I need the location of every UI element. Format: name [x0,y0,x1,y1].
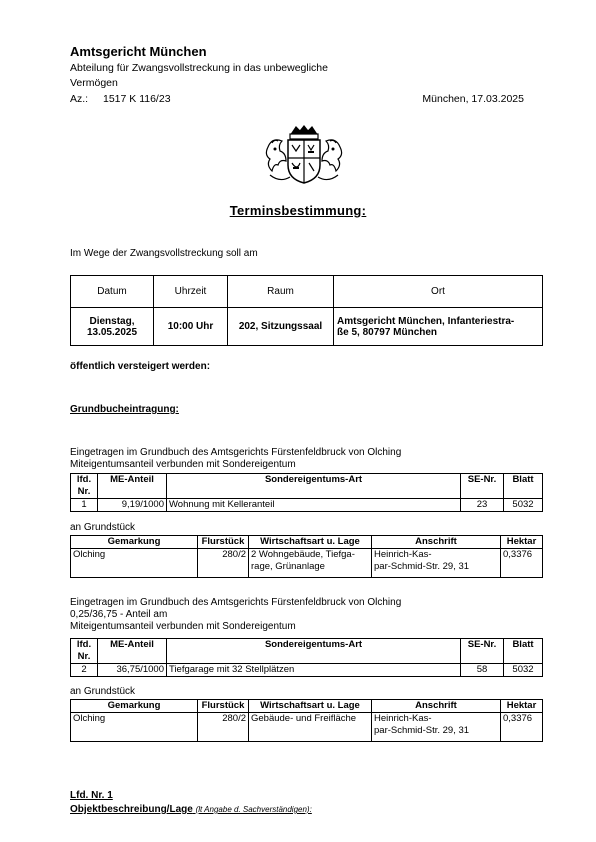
land-gemarkung: Olching [71,713,198,742]
land-header-wirtschaftsart: Wirtschaftsart u. Lage [249,700,372,713]
land-hektar: 0,3376 [501,549,543,578]
lfd-nr-heading: Lfd. Nr. 1 [70,790,113,801]
place-date: München, 17.03.2025 [422,93,524,105]
objektbeschreibung-heading: Objektbeschreibung/Lage (lt Angabe d. Sachverständigen): [70,804,312,815]
unit-header-lfd: lfd. Nr. [71,474,98,499]
land-anschrift: Heinrich-Kas- par-Schmid-Str. 29, 31 [372,713,501,742]
page-title: Terminsbestimmung: [229,203,367,218]
unit-art: Wohnung mit Kelleranteil [167,499,461,512]
land-header-hektar: Hektar [501,700,543,713]
table-row [71,713,543,742]
an-grundstueck-1: an Grundstück [70,522,136,533]
court-name: Amtsgericht München [70,44,207,59]
entry-2-registry: Eingetragen im Grundbuch des Amtsgerichts Fürstenfeldbruck von Olching 0,25/36,75 - Anteil am Miteigentumsanteil verbunden mit Sondereigentum [70,597,402,632]
land-header-flurstueck: Flurstück [198,700,249,713]
termin-header-datum: Datum [71,276,154,308]
land-header-anschrift: Anschrift [372,700,501,713]
termin-header-raum: Raum [228,276,334,308]
land-header-wirtschaftsart: Wirtschaftsart u. Lage [249,536,372,549]
entry-1-registry: Eingetragen im Grundbuch des Amtsgerichts Fürstenfeldbruck von Olching Miteigentumsanteil verbunden mit Sondereigentum [70,447,402,470]
objekt-note: (lt Angabe d. Sachverständigen): [195,805,312,814]
unit-blatt: 5032 [504,664,543,677]
department: Abteilung für Zwangsvollstreckung in das unbewegliche Vermögen [70,62,328,89]
unit-header-blatt: Blatt [504,639,543,664]
land-gemarkung: Olching [71,549,198,578]
termin-header-ort: Ort [334,276,543,308]
termin-ort: Amtsgericht München, Infanteriestra- ße 5, 80797 München [334,308,543,346]
land-anschrift: Heinrich-Kas- par-Schmid-Str. 29, 31 [372,549,501,578]
land-header-gemarkung: Gemarkung [71,700,198,713]
entry-2-land-table [70,699,543,742]
unit-header-se: SE-Nr. [461,639,504,664]
unit-header-art: Sondereigentums-Art [167,474,461,499]
file-reference [70,93,171,105]
termin-datum: Dienstag, 13.05.2025 [71,308,154,346]
land-flurstueck: 280/2 [198,713,249,742]
termin-header-uhrzeit: Uhrzeit [154,276,228,308]
termin-table [70,275,543,346]
az-label: Az.: [70,93,89,105]
intro-text: Im Wege der Zwangsvollstreckung soll am [70,248,258,259]
unit-se: 58 [461,664,504,677]
land-header-hektar: Hektar [501,536,543,549]
entry-1-land-table [70,535,543,578]
table-row [71,499,543,512]
unit-header-me: ME-Anteil [98,639,167,664]
unit-header-art: Sondereigentums-Art [167,639,461,664]
table-row [71,664,543,677]
land-header-gemarkung: Gemarkung [71,536,198,549]
entry-2-unit-table [70,638,543,677]
termin-raum: 202, Sitzungssaal [228,308,334,346]
unit-header-se: SE-Nr. [461,474,504,499]
versteigert-text: öffentlich versteigert werden: [70,361,211,372]
az-value: 1517 K 116/23 [103,93,171,105]
land-header-flurstueck: Flurstück [198,536,249,549]
grundbuch-heading: Grundbucheintragung: [70,404,179,415]
land-wirtschaftsart: Gebäude- und Freifläche [249,713,372,742]
land-header-anschrift: Anschrift [372,536,501,549]
unit-header-blatt: Blatt [504,474,543,499]
land-wirtschaftsart: 2 Wohngebäude, Tiefga- rage, Grünanlage [249,549,372,578]
entry-1-unit-table [70,473,543,512]
an-grundstueck-2: an Grundstück [70,686,136,697]
unit-me: 36,75/1000 [98,664,167,677]
unit-header-lfd: lfd. Nr. [71,639,98,664]
coat-of-arms-image [262,125,346,187]
unit-lfd: 2 [71,664,98,677]
land-hektar: 0,3376 [501,713,543,742]
unit-se: 23 [461,499,504,512]
unit-header-me: ME-Anteil [98,474,167,499]
land-flurstueck: 280/2 [198,549,249,578]
termin-uhrzeit: 10:00 Uhr [154,308,228,346]
unit-lfd: 1 [71,499,98,512]
unit-art: Tiefgarage mit 32 Stellplätzen [167,664,461,677]
unit-me: 9,19/1000 [98,499,167,512]
unit-blatt: 5032 [504,499,543,512]
table-row [71,549,543,578]
